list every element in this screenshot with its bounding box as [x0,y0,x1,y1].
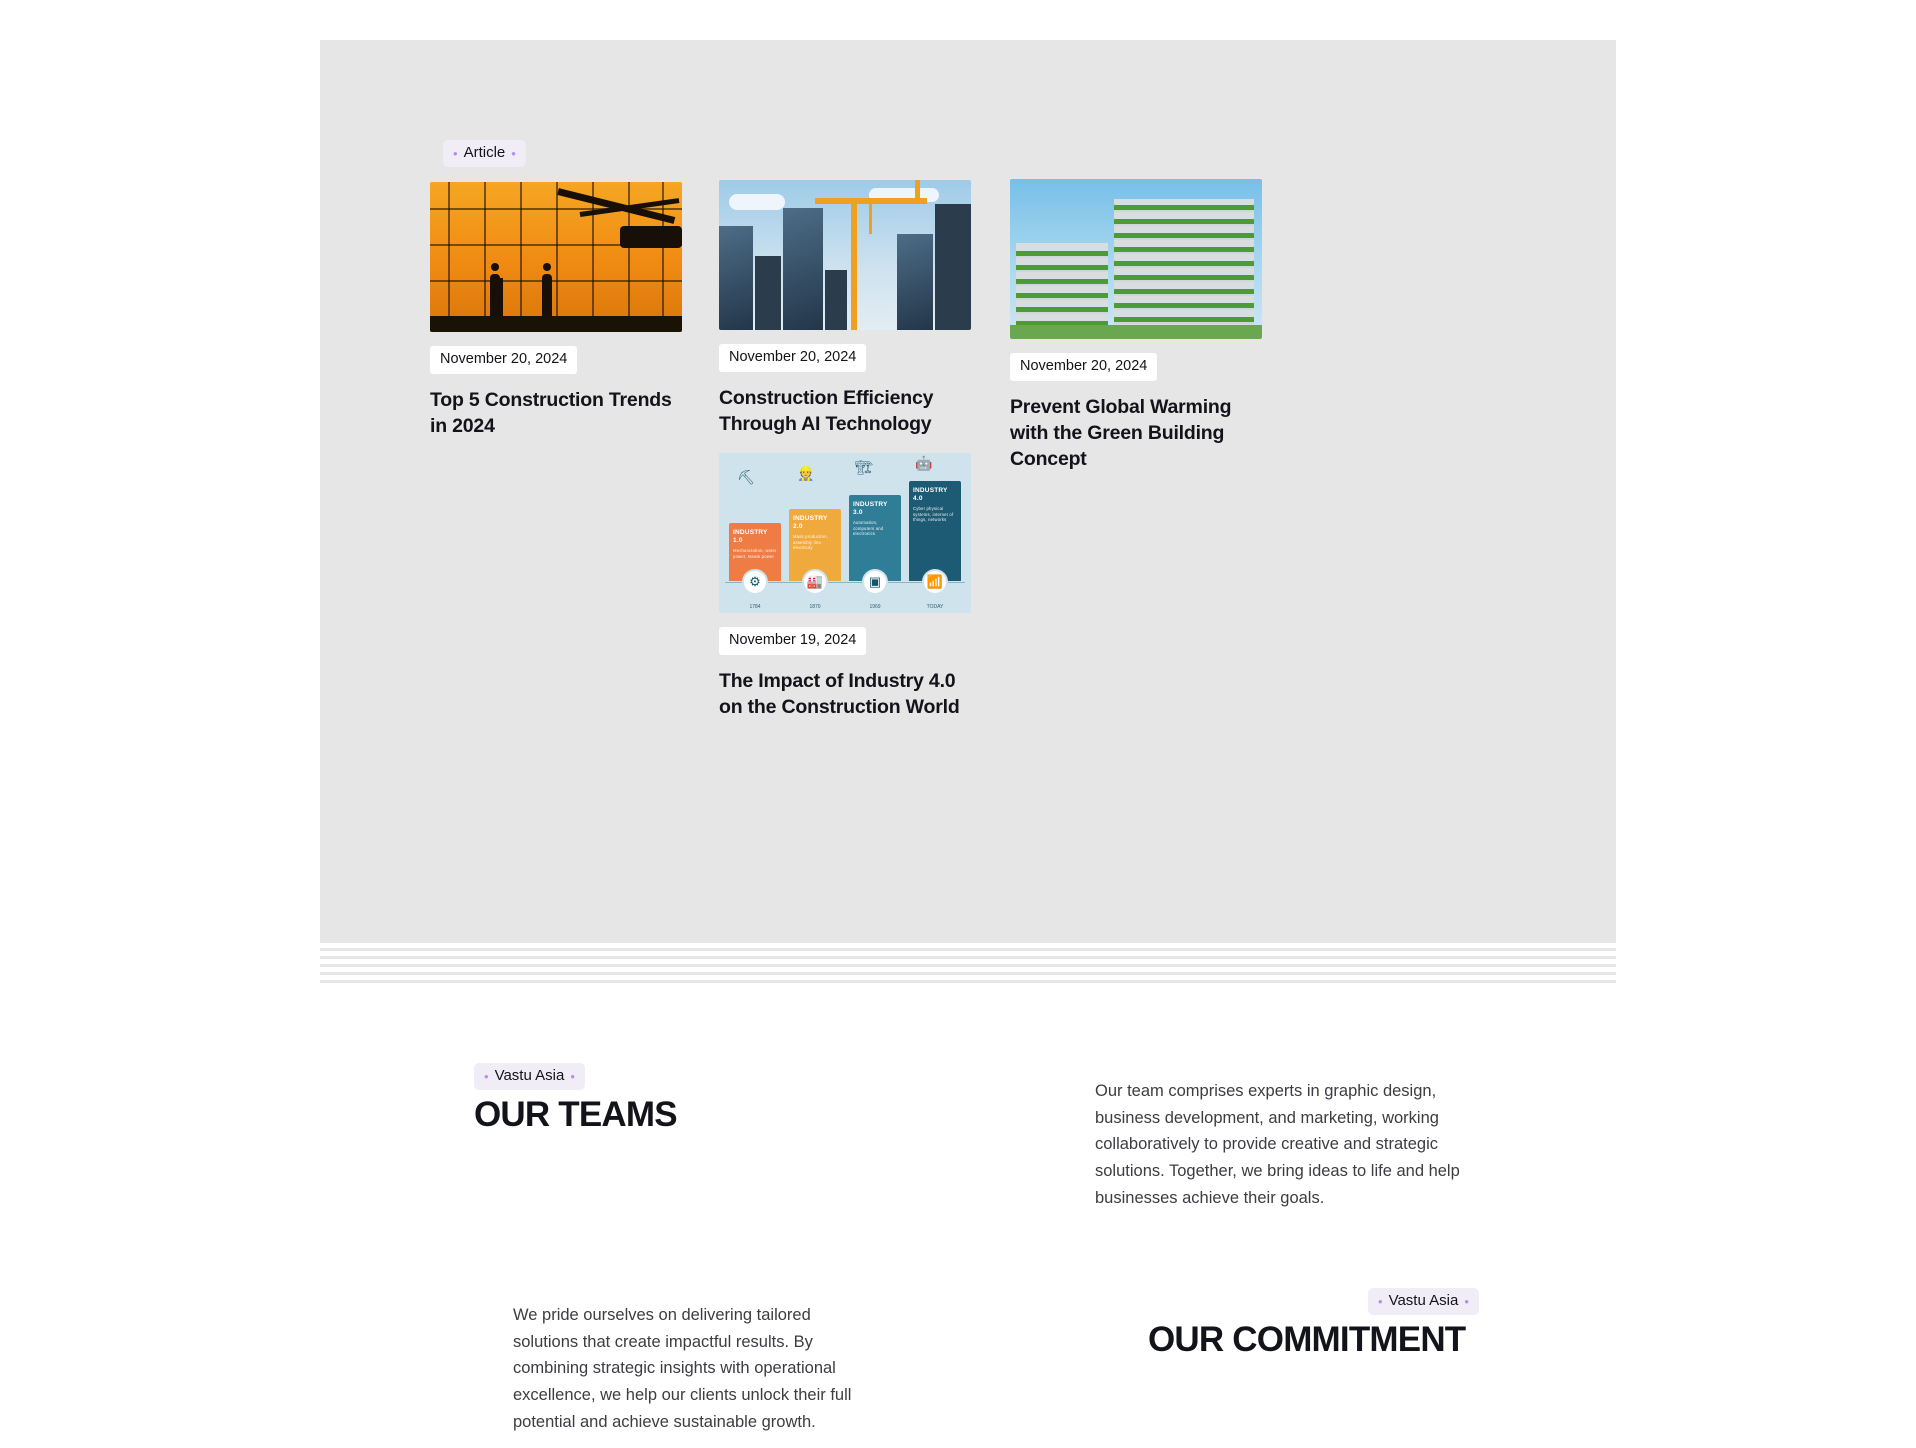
infographic-col-desc: Cyber physical systems, internet of things, networks [913,506,954,522]
infographic-col-title: INDUSTRY 4.0 [913,487,948,503]
infographic-col-desc: Automation, computers and electronics [853,520,884,536]
article-date: November 20, 2024 [719,344,866,372]
teams-badge [474,1063,585,1090]
wifi-icon: 📶 [922,569,948,595]
article-date: November 20, 2024 [1010,353,1157,381]
teams-heading: OUR TEAMS [474,1095,677,1134]
infographic-year: 1870 [809,604,821,610]
article-badge-label: Article [463,144,506,161]
article-date: November 19, 2024 [719,627,866,655]
infographic-year: TODAY [926,604,944,610]
badge-dot-left-icon: • [453,145,458,161]
teams-badge-label: Vastu Asia [494,1067,565,1084]
article-card[interactable] [719,180,971,438]
infographic-col-desc: Mechanization, water power, steam power [733,548,777,559]
commitment-badge [1368,1288,1479,1315]
infographic-year: 1784 [749,604,761,610]
computer-icon: ▣ [862,569,888,595]
commitment-paragraph: We pride ourselves on delivering tailored solutions that create impactful results. By combining strategic insights with operational excellence, we help our clients unlock their full potential and achieve sustainable growth. [513,1306,852,1431]
factory-icon: 🏭 [802,569,828,595]
gear-icon: ⚙ [742,569,768,595]
articles-section [320,40,1616,940]
badge-dot-left-icon: • [484,1068,489,1084]
article-card[interactable] [1010,179,1262,473]
infographic-year: 1969 [869,604,881,610]
badge-dot-left-icon: • [1378,1293,1383,1309]
article-title[interactable]: The Impact of Industry 4.0 on the Construction World [719,670,960,719]
infographic-col-title: INDUSTRY 2.0 [793,515,828,531]
badge-dot-right-icon: • [570,1068,575,1084]
infographic-col-desc: Mass production, assembly line, electricity [793,534,829,550]
divider-bar [320,964,1616,967]
article-title[interactable]: Construction Efficiency Through AI Technology [719,387,934,436]
infographic-col-title: INDUSTRY 3.0 [853,501,888,517]
green-vertical-garden-building-image[interactable] [1010,179,1262,339]
article-badge [443,140,526,167]
article-card[interactable] [430,182,682,440]
commitment-heading: OUR COMMITMENT [1148,1320,1466,1359]
article-title[interactable]: Top 5 Construction Trends in 2024 [430,389,672,438]
industry-four-point-zero-infographic-image[interactable]: ⛏ 👷 🏗 🤖 INDUSTRY 1.0 Mechanization, water power, steam power INDUSTRY 2.0 Mass production, assembly line, electricity INDUSTRY 3.0 Automation, computers and electronics INDUSTRY 4.0 Cyber physical systems, internet of things, networks ⚙ 🏭 ▣ 📶 1784 1870 1969 TODAY [719,453,971,613]
article-card[interactable] [719,453,971,721]
infographic-col-title: INDUSTRY 1.0 [733,529,768,545]
section-divider [320,940,1616,988]
divider-bar [320,956,1616,959]
city-skyline-crane-image[interactable] [719,180,971,330]
construction-workers-silhouette-image[interactable] [430,182,682,332]
divider-bar [320,972,1616,975]
badge-dot-right-icon: • [1464,1293,1469,1309]
article-title[interactable]: Prevent Global Warming with the Green Building Concept [1010,396,1232,470]
divider-bar [320,940,1616,943]
divider-bar [320,948,1616,951]
badge-dot-right-icon: • [511,145,516,161]
divider-bar [320,980,1616,983]
teams-paragraph: Our team comprises experts in graphic design, business development, and marketing, working collaboratively to provide creative and strategic solutions. Together, we bring ideas to life and help businesses achieve their goals. [1095,1082,1460,1207]
commitment-badge-label: Vastu Asia [1388,1292,1459,1309]
article-date: November 20, 2024 [430,346,577,374]
